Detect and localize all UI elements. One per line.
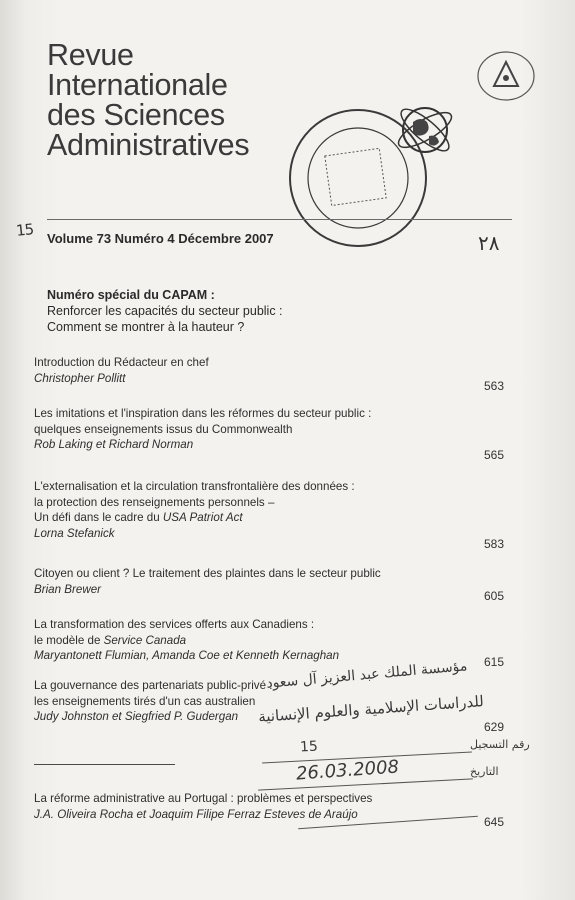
journal-title-line: des Sciences [47,98,225,132]
margin-note: 15 [15,220,34,240]
handwritten-date: 26.03.2008 [295,756,400,785]
toc-title-line: Les imitations et l'inspiration dans les réformes du secteur public : [34,407,372,420]
toc-entry-authors: Lorna Stefanick [34,526,115,540]
toc-entry-page: 583 [483,537,504,551]
toc-entry [34,406,504,462]
toc-entry-authors: Brian Brewer [34,582,102,596]
toc-entry [34,479,504,551]
toc-entry-title [34,479,504,526]
special-issue-line: Renforcer les capacités du secteur public : [47,304,283,318]
toc-title-line: les enseignements tirés d'un cas australien [34,694,256,708]
toc-entry-authors: J.A. Oliveira Rocha et Joaquim Filipe Ferraz Esteves de Araújo [34,807,358,821]
toc-entry-title [34,566,504,582]
journal-title-line: Internationale [47,68,228,102]
toc-title-italic: Service Canada [103,633,187,647]
handwritten-institution-line: مؤسسة الملك عبد العزيز آل سعود [265,658,468,692]
volume-issue-line: Volume 73 Numéro 4 Décembre 2007 [47,231,274,246]
toc-title-line: La transformation des services offerts aux Canadiens : [34,618,315,631]
journal-title-line: Administratives [47,128,250,162]
toc-entry [34,566,504,603]
toc-title-text: Un défi dans le cadre du [34,511,163,525]
footnote-rule [34,764,175,765]
corner-handwritten-number: ٢٨ [478,231,500,255]
globe-icon [394,103,456,157]
special-issue-heading: Numéro spécial du CAPAM : [47,288,215,302]
toc-entry-page: 645 [483,815,504,829]
toc-entry-page: 615 [483,655,504,669]
handwritten-institution-line: للدراسات الإسلامية والعلوم الإنسانية [257,692,485,726]
toc-title-line: Introduction du Rédacteur en chef [34,356,209,369]
toc-title-line: L'externalisation et la circulation transfrontalière des données : [34,480,355,493]
toc-title-line: La gouvernance des partenariats public-privé : [34,679,273,692]
toc-title-line: Citoyen ou client ? Le traitement des plaintes dans le secteur public [34,567,381,580]
toc-title-line: quelques enseignements issus du Commonwealth [34,422,293,436]
toc-entry-title [34,791,504,807]
library-seal-stamp [280,80,460,260]
handwritten-registration-number: 15 [299,738,319,756]
toc-entry-page: 563 [483,379,504,393]
journal-title-line: Revue [47,38,134,72]
toc-entry-title [34,406,504,437]
toc-title-italic: USA Patriot Act [162,511,243,525]
toc-entry [34,355,504,393]
toc-title-text: le modèle de [34,633,104,647]
toc-entry-authors: Rob Laking et Richard Norman [34,438,194,452]
special-issue-line: Comment se montrer à la hauteur ? [47,320,245,334]
header-rule [47,219,512,220]
toc-entry-title [34,617,504,648]
toc-title-line: la protection des renseignements personnels – [34,495,275,509]
toc-title-line: La réforme administrative au Portugal : problèmes et perspectives [34,792,373,805]
special-issue-block [47,287,283,335]
toc-entry-page: 629 [483,720,504,734]
toc-entry-authors: Christopher Pollitt [34,371,126,385]
handwritten-registration-label: رقم التسجيل [470,738,530,751]
toc-entry-page: 605 [483,589,504,603]
triangle-stamp [474,48,538,104]
toc-entry [34,617,504,669]
toc-entry [34,791,504,829]
handwritten-date-label: التاريخ [470,765,499,778]
toc-title-line [34,510,504,526]
toc-entry-authors: Maryantonett Flumian, Amanda Coe et Kenneth Kernaghan [34,649,340,663]
toc-entry-authors: Judy Johnston et Siegfried P. Gudergan [34,710,239,724]
toc-title-line [34,633,504,649]
toc-entry-title [34,355,504,371]
toc-entry-page: 565 [483,448,504,462]
